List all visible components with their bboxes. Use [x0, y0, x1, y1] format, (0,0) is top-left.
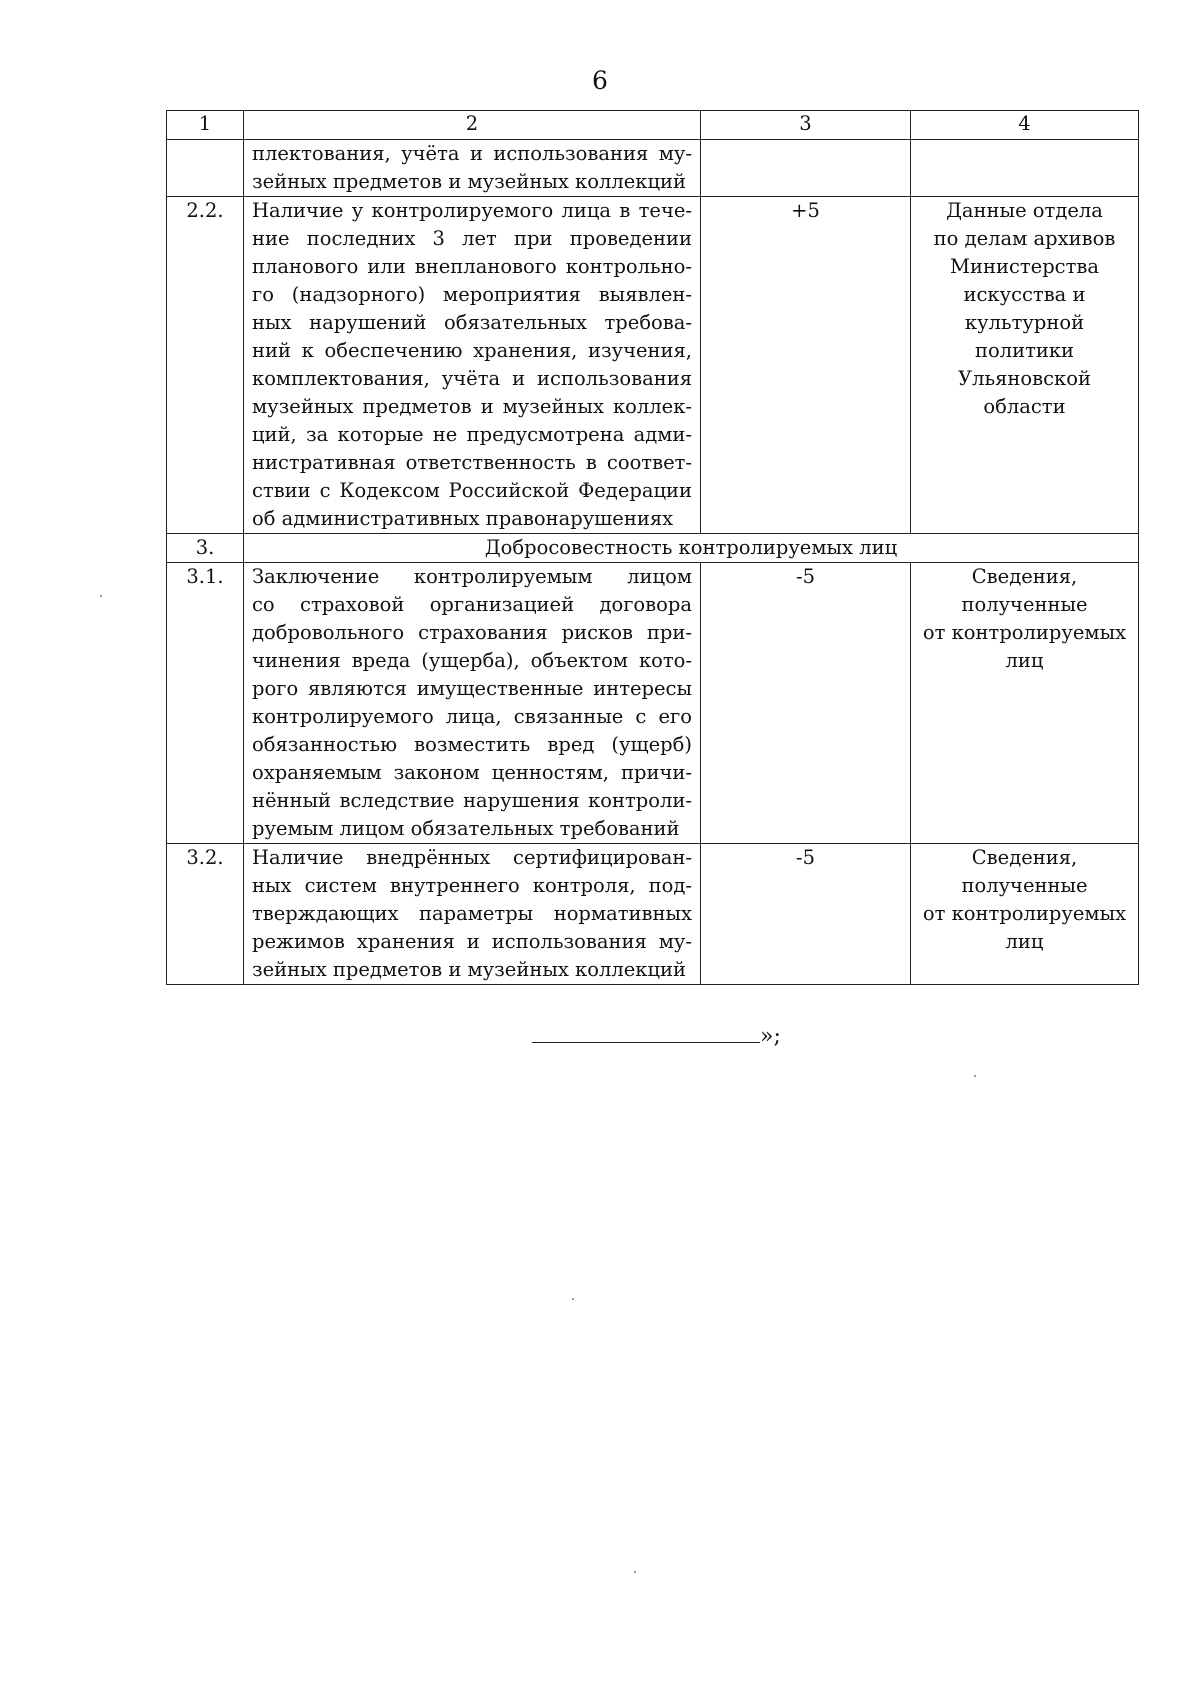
- header-cell: 2: [244, 111, 701, 140]
- scan-speck: [100, 595, 102, 597]
- source-line: культурной: [964, 311, 1085, 334]
- text-line: обязанностью возместить вред (ущерб): [252, 733, 692, 756]
- text-line: нённый вследствие нарушения контроли-: [252, 789, 692, 812]
- criterion-text-cell: [244, 140, 701, 197]
- table-row-3-2: [167, 844, 1139, 985]
- text-line: комплектования, учёта и использования: [252, 367, 692, 390]
- score-cell: +5: [701, 197, 911, 534]
- header-cell: 4: [911, 111, 1139, 140]
- closing-quote: »;: [760, 1024, 781, 1049]
- text-line: зейных предметов и музейных коллекций: [252, 958, 687, 981]
- text-line: зейных предметов и музейных коллекций: [252, 170, 687, 193]
- row-number-cell: 3.1.: [167, 563, 244, 844]
- text-line: ний к обеспечению хранения, изучения,: [252, 339, 692, 362]
- text-line: Наличие внедрённых сертифицирован-: [252, 846, 692, 869]
- source-line: полученные: [961, 593, 1088, 616]
- table-row-continuation: [167, 140, 1139, 197]
- header-cell: 3: [701, 111, 911, 140]
- section-row-3: [167, 534, 1139, 563]
- source-line: от контролируемых: [922, 902, 1127, 925]
- text-line: ствии с Кодексом Российской Федерации: [252, 479, 692, 502]
- text-line: рого являются имущественные интересы: [252, 677, 692, 700]
- criteria-table: [166, 110, 1139, 985]
- text-line: добровольного страхования рисков при-: [252, 621, 692, 644]
- row-number-cell: 3.: [167, 534, 244, 563]
- text-line: Заключение контролируемым лицом: [252, 565, 692, 588]
- text-line: нистративная ответственность в соответ-: [252, 451, 692, 474]
- source-cell: [911, 844, 1139, 985]
- source-line: лиц: [1005, 930, 1044, 953]
- text-line: го (надзорного) мероприятия выявлен-: [252, 283, 692, 306]
- text-line: ных систем внутреннего контроля, под-: [252, 874, 692, 897]
- closing-mark: [532, 1022, 781, 1049]
- text-line: об административных правонарушениях: [252, 507, 674, 530]
- text-line: ние последних 3 лет при проведении: [252, 227, 692, 250]
- source-line: полученные: [961, 874, 1088, 897]
- row-number-cell: 3.2.: [167, 844, 244, 985]
- row-number-cell: 2.2.: [167, 197, 244, 534]
- source-line: Сведения,: [971, 846, 1078, 869]
- text-line: со страховой организацией договора: [252, 593, 692, 616]
- source-line: области: [983, 395, 1066, 418]
- text-line: Наличие у контролируемого лица в тече-: [252, 199, 692, 222]
- text-line: ных нарушений обязательных требова-: [252, 311, 692, 334]
- page-number: 6: [592, 66, 608, 95]
- criterion-text-cell: [244, 563, 701, 844]
- source-line: Сведения,: [971, 565, 1078, 588]
- source-line: Министерства: [949, 255, 1099, 278]
- text-line: контролируемого лица, связанные с его: [252, 705, 692, 728]
- text-line: плектования, учёта и использования му-: [252, 142, 692, 165]
- source-line: политики: [974, 339, 1075, 362]
- table-header-row: [167, 111, 1139, 140]
- scan-speck: [974, 1075, 976, 1077]
- text-line: охраняемым законом ценностям, причи-: [252, 761, 692, 784]
- score-cell: -5: [701, 844, 911, 985]
- source-line: искусства и: [963, 283, 1086, 306]
- scan-speck: [572, 1298, 574, 1300]
- table-row-2-2: [167, 197, 1139, 534]
- text-line: чинения вреда (ущерба), объектом кото-: [252, 649, 692, 672]
- source-line: Ульяновской: [958, 367, 1091, 390]
- text-line: ций, за которые не предусмотрена адми-: [252, 423, 692, 446]
- row-number-cell: [167, 140, 244, 197]
- header-cell: 1: [167, 111, 244, 140]
- table-row-3-1: [167, 563, 1139, 844]
- source-line: лиц: [1005, 649, 1044, 672]
- source-line: Данные отдела: [946, 199, 1103, 222]
- scan-speck: [634, 1571, 636, 1573]
- source-line: по делам архивов: [933, 227, 1116, 250]
- score-cell: -5: [701, 563, 911, 844]
- criterion-text-cell: [244, 844, 701, 985]
- source-cell: [911, 563, 1139, 844]
- text-line: режимов хранения и использования му-: [252, 930, 692, 953]
- text-line: тверждающих параметры нормативных: [252, 902, 692, 925]
- closing-rule: [532, 1022, 760, 1043]
- section-title: Добросовестность контролируемых лиц: [244, 534, 1139, 563]
- criterion-text-cell: [244, 197, 701, 534]
- source-line: от контролируемых: [922, 621, 1127, 644]
- text-line: руемым лицом обязательных требований: [252, 817, 680, 840]
- source-cell: [911, 140, 1139, 197]
- text-line: музейных предметов и музейных коллек-: [252, 395, 692, 418]
- text-line: планового или внепланового контрольно-: [252, 255, 692, 278]
- score-cell: [701, 140, 911, 197]
- source-cell: [911, 197, 1139, 534]
